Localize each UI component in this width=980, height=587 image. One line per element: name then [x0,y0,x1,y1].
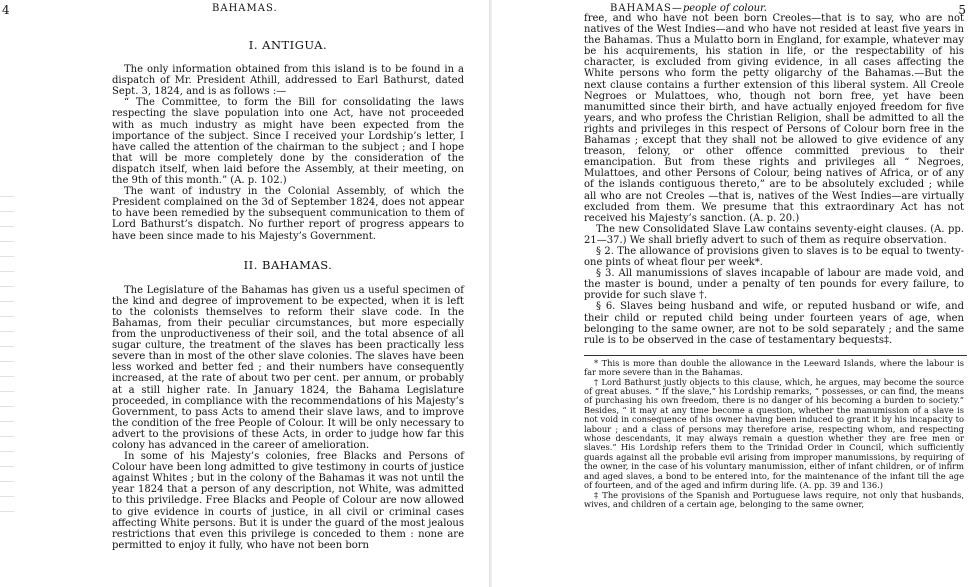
right-page [492,0,980,587]
right-text-column [584,13,964,509]
footnote: † Lord Bathurst justly objects to this clause, which, he argues, may become the source of great abuses. “ If the slave,” his Lordship remarks, “ possesses, or can find, the means of purchasing his own freedom, there is no danger of his becoming a burden to society.” Besides, “ it may at any time become a question, whether the manumission of a slave is not void in consequence of his owner having been induced to grant it by his incapacity to labour ; and a class of persons may therefore arise, respecting whom, and respecting whose descendants, it may always remain a question whether they are free men or slaves.” His Lordship refers them to the Trinidad Order in Council, which sufficiently guards against all the probable evil arising from improper manumissions, by requiring of the owner, in the case of his voluntary manumission, either of infant children, or of infirm and aged slaves, a bond to be entered into, for the maintenance of the infant till the age of fourteen, and of the aged and infirm during life. (A. pp. 39 and 136.) [584,376,964,491]
body-paragraph: The new Consolidated Slave Law contains seventy-eight clauses. (A. pp. 21—37.) We shall briefly advert to such of them as require observation. [584,223,964,246]
antigua-quote-paragraph: “ The Committee, to form the Bill for consolidating the laws respecting the slave population into one Act, have not proceeded with as much industry as might have been expected from the importance of the subject. Since I received your Lordship’s letter, I have called the attention of the chairman to the subject ; and I hope that will be more completely done by the consideration of the dispatch itself, when laid before the Assembly, at their meeting, on the 9th of this month.” (A. p. 102.) [112,97,464,187]
antigua-paragraph: The want of industry in the Colonial Assembly, of which the President complained on the 3d of September 1824, does not appear to have been remedied by the subsequent communication to them of Lord Bathurst’s dispatch. No further report of progress appears to have been since made to his Majesty’s Government. [112,186,464,242]
left-running-head: BAHAMAS. [212,3,278,14]
left-text-column [112,40,464,551]
section-heading-antigua: I. ANTIGUA. [248,38,328,52]
right-running-head-italic: people of colour. [682,3,767,14]
bahamas-paragraph: The Legislature of the Bahamas has given us a useful specimen of the kind and degree of improvement to be expected, when it is left to the colonists themselves to reform their slave code. In the Bahamas, from their peculiar circumstances, but more especially from the unproductiveness of their soil, and the total absence of all sugar culture, the treatment of the slaves has been practically less severe than in most of the other slave colonies. The slaves have been less worked and better fed ; and their numbers have consequently increased, at the rate of about two per cent. per annum, or probably at a still higher rate. In January 1824, the Bahama Legislature proceeded, in compliance with the recommendations of his Majesty’s Government, to pass Acts to amend their slave laws, and to improve the condition of the free People of Colour. It will be only necessary to advert to the provisions of these Acts, in order to judge how far this colony has advanced in the career of amelioration. [112,284,464,451]
bahamas-paragraph: In some of his Majesty’s colonies, free Blacks and Persons of Colour have been long admitted to give testimony in courts of justice against Whites ; but in the colony of the Bahamas it was not until the year 1824 that a person of any description, not White, was admitted to this priviledge. Free Blacks and People of Colour are now allowed to give evidence in courts of justice, in all civil or criminal cases affecting White persons. But it is under the guard of the most jealous restrictions that even this privilege is conceded to them : none are permitted to enjoy it fully, who have not been born [112,451,464,551]
left-page-number: 4 [2,3,10,17]
antigua-paragraph: The only information obtained from this island is to be found in a dispatch of Mr. President Athill, addressed to Earl Bathurst, dated Sept. 3, 1824, and is as follows :— [112,64,464,98]
right-running-head-main: BAHAMAS— [610,3,683,14]
section-heading-bahamas: II. BAHAMAS. [243,257,333,272]
binding-edge-marks [0,190,14,520]
right-page-number: 5 [958,3,966,17]
footnote-rule [584,355,967,356]
clause-paragraph: § 2. The allowance of provisions given to slaves is to be equal to twenty-one pints of wheat flour per week*. [584,245,964,269]
clause-paragraph: § 3. All manumissions of slaves incapable of labour are made void, and the master is bound, under a penalty of ten pounds for every failure, to provide for such slave †. [584,268,964,302]
footnotes [584,359,964,510]
body-paragraph-continued: free, and who have not been born Creoles—that is to say, who are not natives of the West Indies—and who have not resided at least five years in the Bahamas. Thus a Mulatto born in England, for example, whatever may be his acquirements, his station in life, or the respectability of his character, is excluded from giving evidence, in all cases affecting the White persons who form the petty oligarchy of the Bahamas.—But the next clause contains a further extension of this liberal system. All Creole Negroes or Mulattoes, who, though not born free, yet have been manumitted since their birth, and have actually enjoyed freedom for five years, and who profess the Christian Religion, shall be admitted to all the rights and privileges in this respect of Persons of Colour born free in the Bahamas ; except that they shall not be allowed to give evidence of any treason, felony, or other offence committed previous to their emancipation. But from these rights and privileges all “ Negroes, Mulattoes, and other Persons of Colour, being natives of Africa, or of any of the islands contiguous thereto,” are to be absolutely excluded ; while all who are not Creoles —that is, natives of the West Indies—are virtually excluded from them. We presume that this extraordinary Act has not received his Majesty’s sanction. (A. p. 20.) [584,13,964,224]
footnote: * This is more than double the allowance in the Leeward Islands, where the labour is far more severe than in the Bahamas. [584,357,964,378]
footnote: ‡ The provisions of the Spanish and Portuguese laws require, not only that husbands, wives, and children of a certain age, belonging to the same owner, [584,489,964,509]
clause-paragraph: § 6. Slaves being husband and wife, or reputed husband or wife, and their child or reputed child being under fourteen years of age, when belonging to the same owner, are not to be sold separately ; and the same rule is to be observed in the case of testamentary bequests‡. [584,301,964,346]
